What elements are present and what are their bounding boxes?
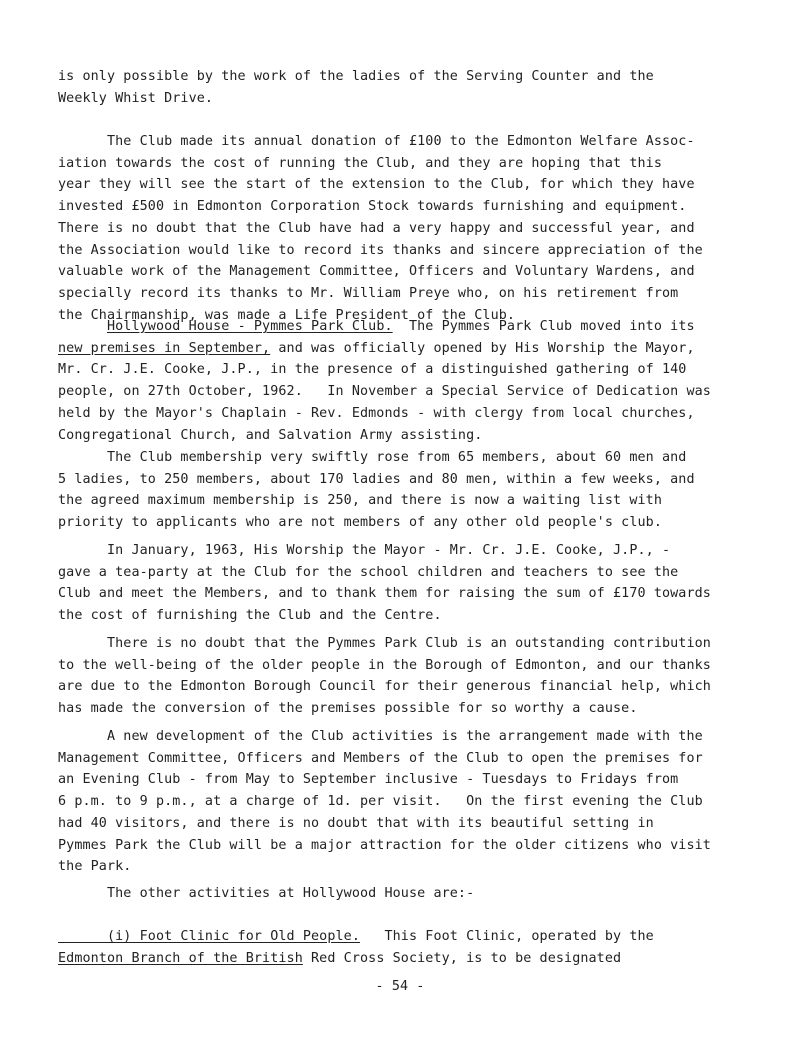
text-line: Mr. Cr. J.E. Cooke, J.P., in the presence of a distinguished gathering of 140 [58, 362, 687, 378]
text-line: year they will see the start of the extension to the Club, for which they have [58, 177, 695, 193]
paragraph-contribution [58, 633, 778, 720]
text-line: There is no doubt that the Pymmes Park Club is an outstanding contribution [58, 636, 711, 651]
text-line: Management Committee, Officers and Members of the Club to open the premises for [58, 750, 703, 766]
text-line: the Park. [58, 859, 132, 875]
text-fragment: This Foot Clinic, operated by the [360, 929, 654, 944]
section-heading-continued: new premises in September, [58, 340, 271, 356]
text-line [58, 926, 778, 948]
text-line: had 40 visitors, and there is no doubt that with its beautiful setting in [58, 815, 654, 831]
text-line: are due to the Edmonton Borough Council for their generous financial help, which [58, 679, 711, 695]
text-line: invested £500 in Edmonton Corporation Stock towards furnishing and equipment. [58, 199, 687, 215]
text-line: priority to applicants who are not members of any other old people's club. [58, 515, 662, 531]
text-line: has made the conversion of the premises possible for so worthy a cause. [58, 701, 638, 717]
text-line: A new development of the Club activities is the arrangement made with the [58, 729, 703, 744]
text-line: is only possible by the work of the ladies of the Serving Counter and the [58, 69, 654, 84]
paragraph-foot-clinic [58, 926, 778, 969]
text-line: the Chairmanship, was made a Life President of the Club. [58, 307, 516, 323]
paragraph-annual-donation [58, 131, 778, 326]
text-line: iation towards the cost of running the Club, and they are hoping that this [58, 155, 662, 171]
text-line: held by the Mayor's Chaplain - Rev. Edmonds - with clergy from local churches, [58, 405, 695, 421]
text-fragment: Red Cross Society, is to be designated [302, 950, 622, 966]
text-line: The Club made its annual donation of £100 to the Edmonton Welfare Assoc- [58, 134, 695, 149]
text-line: an Evening Club - from May to September inclusive - Tuesdays to Fridays from [58, 772, 679, 788]
section-heading: (i) Foot Clinic for Old People. [58, 929, 360, 944]
text-line: In January, 1963, His Worship the Mayor - Mr. Cr. J.E. Cooke, J.P., - [58, 543, 671, 558]
paragraph-membership [58, 447, 778, 534]
text-line: valuable work of the Management Committee, Officers and Voluntary Wardens, and [58, 264, 695, 280]
text-line: the cost of furnishing the Club and the Centre. [58, 608, 442, 624]
paragraph-hollywood-house [58, 316, 778, 446]
text-line [58, 316, 778, 338]
text-line: gave a tea-party at the Club for the school children and teachers to see the [58, 564, 679, 580]
text-line: 6 p.m. to 9 p.m., at a charge of 1d. per visit. On the first evening the Club [58, 794, 703, 810]
paragraph-tea-party [58, 540, 778, 627]
text-line: Club and meet the Members, and to thank them for raising the sum of £170 towards [58, 586, 711, 602]
text-line: the agreed maximum membership is 250, and there is now a waiting list with [58, 493, 662, 509]
text-fragment: The Pymmes Park Club moved into its [392, 319, 695, 334]
text-line: to the well-being of the older people in the Borough of Edmonton, and our thanks [58, 657, 711, 673]
text-line: people, on 27th October, 1962. In November a Special Service of Dedication was [58, 384, 711, 400]
page-number: - 54 - [375, 979, 425, 994]
text-line [58, 338, 778, 360]
paragraph-other-activities [58, 883, 778, 905]
text-line: Congregational Church, and Salvation Army assisting. [58, 427, 483, 443]
text-line: The Club membership very swiftly rose from 65 members, about 60 men and [58, 450, 687, 465]
text-line: specially record its thanks to Mr. William Preye who, on his retirement from [58, 285, 679, 301]
paragraph-evening-club [58, 726, 778, 878]
text-line: 5 ladies, to 250 members, about 170 ladies and 80 men, within a few weeks, and [58, 471, 695, 487]
text-line [58, 948, 778, 970]
text-fragment: and was officially opened by His Worship the Mayor, [270, 340, 695, 356]
section-heading: Hollywood House - Pymmes Park Club. [106, 319, 393, 334]
text-line: The other activities at Hollywood House are:- [58, 886, 475, 901]
text-line: There is no doubt that the Club have had a very happy and successful year, and [58, 220, 695, 236]
text-line: the Association would like to record its thanks and sincere appreciation of the [58, 242, 703, 258]
text-line: Weekly Whist Drive. [58, 90, 214, 106]
paragraph-continuation [58, 66, 778, 109]
section-heading-continued: Edmonton Branch of the British [58, 950, 303, 966]
text-line: Pymmes Park the Club will be a major attraction for the older citizens who visit [58, 837, 711, 853]
